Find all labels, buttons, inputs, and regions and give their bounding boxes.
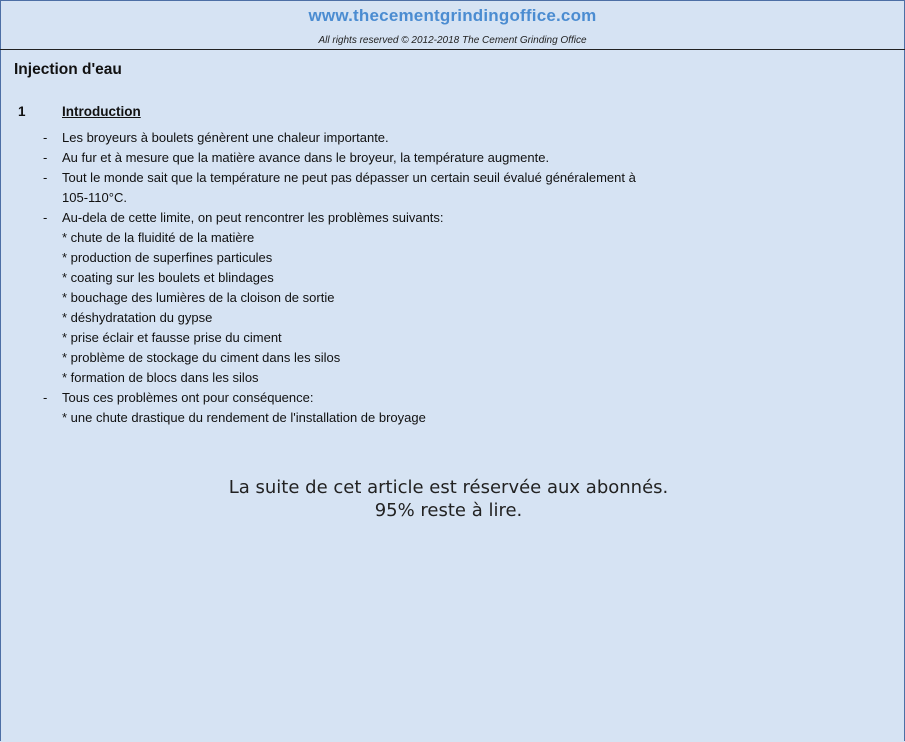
list-item-text: * coating sur les boulets et blindages <box>62 270 274 285</box>
bullet-dash: - <box>43 390 48 405</box>
list-item-text: * problème de stockage du ciment dans les silos <box>62 350 341 365</box>
site-url-link[interactable]: www.thecementgrindingoffice.com <box>308 6 597 25</box>
list-item-text: 105-110°C. <box>62 190 127 205</box>
list-item <box>0 208 905 228</box>
list-item <box>0 348 905 368</box>
list-item <box>0 148 905 168</box>
list-item <box>0 328 905 348</box>
list-item <box>0 188 905 208</box>
list-item <box>0 248 905 268</box>
list-item <box>0 288 905 308</box>
list-item <box>0 408 905 428</box>
page-header <box>0 0 905 50</box>
list-item <box>0 268 905 288</box>
list-item <box>0 228 905 248</box>
list-item-text: Au fur et à mesure que la matière avance dans le broyeur, la température augmente. <box>62 150 550 165</box>
paywall-message: La suite de cet article est réservée aux abonnés. <box>228 477 669 498</box>
list-item <box>0 388 905 408</box>
list-item-text: * prise éclair et fausse prise du ciment <box>62 330 282 345</box>
list-item <box>0 128 905 148</box>
section-title: Introduction <box>62 104 141 119</box>
list-item-text: Les broyeurs à boulets génèrent une chaleur importante. <box>62 130 389 145</box>
list-item-text: Tous ces problèmes ont pour conséquence: <box>62 390 314 405</box>
document-body <box>0 128 905 428</box>
paywall-remaining: 95% reste à lire. <box>374 500 523 521</box>
list-item-text: * une chute drastique du rendement de l'installation de broyage <box>62 410 426 425</box>
document-title: Injection d'eau <box>14 61 122 78</box>
list-item-text: Tout le monde sait que la température ne peut pas dépasser un certain seuil évalué généralement à <box>62 170 636 185</box>
list-item-text: * déshydratation du gypse <box>62 310 213 325</box>
list-item <box>0 368 905 388</box>
list-item <box>0 308 905 328</box>
list-item-text: * formation de blocs dans les silos <box>62 370 259 385</box>
section-number: 1 <box>18 104 26 119</box>
paywall-notice <box>0 476 897 522</box>
list-item-text: * bouchage des lumières de la cloison de sortie <box>62 290 335 305</box>
bullet-dash: - <box>43 150 48 165</box>
list-item-text: Au-dela de cette limite, on peut rencontrer les problèmes suivants: <box>62 210 444 225</box>
list-item-text: * production de superfines particules <box>62 250 273 265</box>
bullet-dash: - <box>43 210 48 225</box>
copyright-notice: All rights reserved © 2012-2018 The Cement Grinding Office <box>318 35 587 46</box>
bullet-dash: - <box>43 130 48 145</box>
list-item <box>0 168 905 188</box>
list-item-text: * chute de la fluidité de la matière <box>62 230 255 245</box>
bullet-dash: - <box>43 170 48 185</box>
